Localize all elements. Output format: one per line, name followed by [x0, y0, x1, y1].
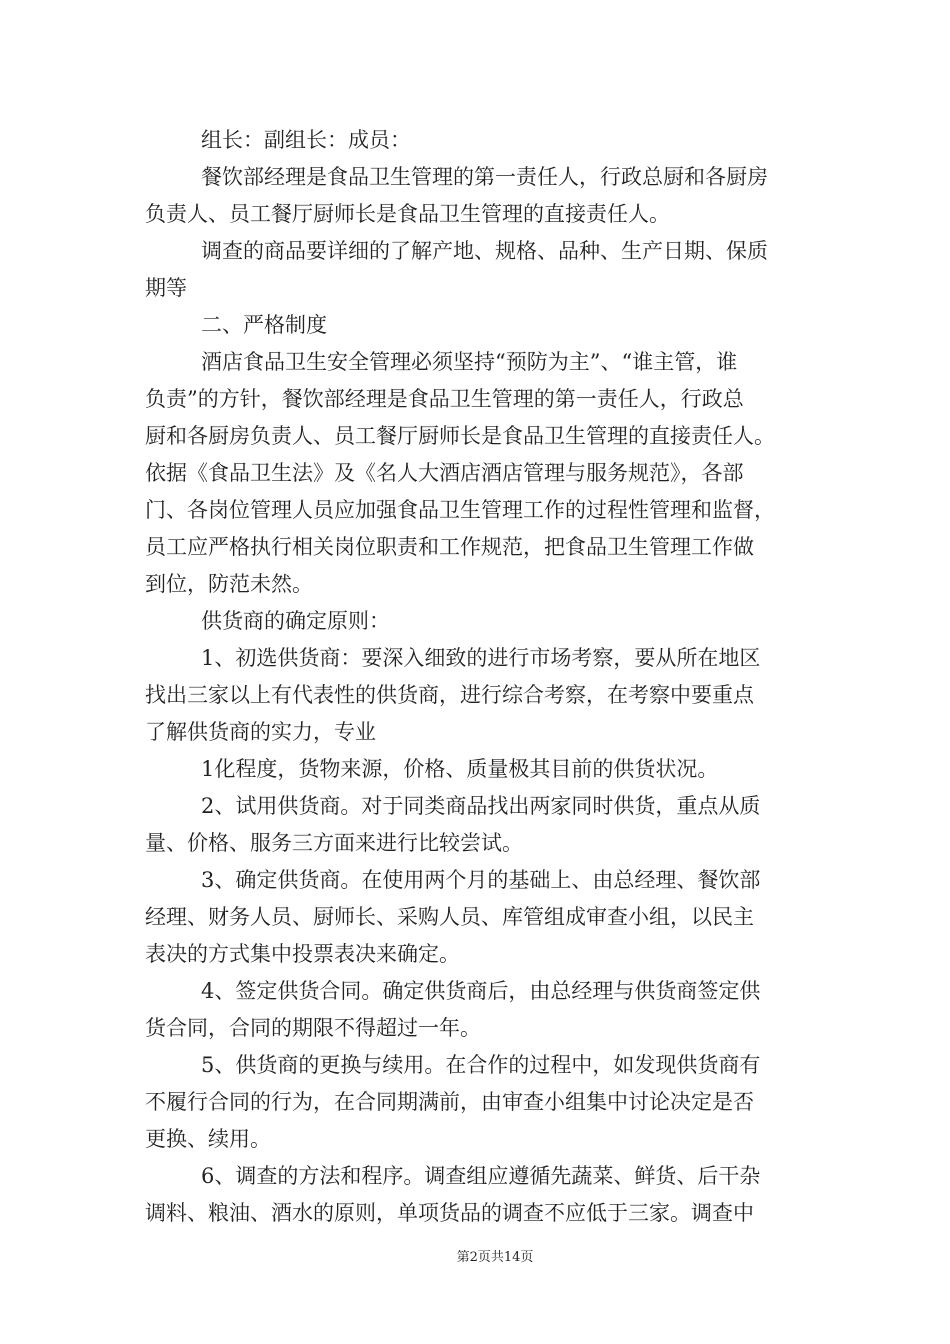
text-line: 找出三家以上有代表性的供货商，进行综合考察，在考察中要重点 [145, 683, 754, 707]
text-line: 5、供货商的更换与续用。在合作的过程中，如发现供货商有 [201, 1053, 761, 1077]
text-line: 门、各岗位管理人员应加强食品卫生管理工作的过程性管理和监督， [145, 498, 775, 522]
text-line: 依据《食品卫生法》及《名人大酒店酒店管理与服务规范》，各部 [145, 461, 744, 485]
text-line: 组长：副组长：成员： [201, 128, 411, 152]
text-line: 期等 [145, 276, 187, 300]
text-line: 供货商的确定原则： [201, 609, 390, 633]
page-number: 第2页共14页 [456, 1250, 534, 1265]
text-line: 负责人、员工餐厅厨师长是食品卫生管理的直接责任人。 [145, 202, 670, 226]
text-line: 4、签定供货合同。确定供货商后，由总经理与供货商签定供 [201, 979, 761, 1003]
text-line: 不履行合同的行为，在合同期满前，由审查小组集中讨论决定是否 [145, 1090, 754, 1114]
text-line: 调查的商品要详细的了解产地、规格、品种、生产日期、保质 [201, 239, 768, 263]
text-line: 厨和各厨房负责人、员工餐厅厨师长是食品卫生管理的直接责任人。 [145, 424, 775, 448]
text-line: 负责”的方针，餐饮部经理是食品卫生管理的第一责任人，行政总 [145, 387, 744, 411]
text-line: 二、严格制度 [201, 313, 327, 337]
text-line: 餐饮部经理是食品卫生管理的第一责任人，行政总厨和各厨房 [201, 165, 768, 189]
page-footer [0, 1246, 950, 1265]
text-line: 6、调查的方法和程序。调查组应遵循先蔬菜、鲜货、后干杂 [201, 1164, 761, 1188]
document-body [145, 122, 815, 1232]
text-line: 更换、续用。 [145, 1127, 271, 1151]
text-line: 表决的方式集中投票表决来确定。 [145, 942, 460, 966]
text-line: 酒店食品卫生安全管理必须坚持“预防为主”、“谁主管，谁 [201, 350, 738, 374]
text-line: 2、试用供货商。对于同类商品找出两家同时供货，重点从质 [201, 794, 761, 818]
text-line: 员工应严格执行相关岗位职责和工作规范，把食品卫生管理工作做 [145, 535, 754, 559]
text-line: 调料、粮油、酒水的原则，单项货品的调查不应低于三家。调查中 [145, 1201, 754, 1225]
text-line: 量、价格、服务三方面来进行比较尝试。 [145, 831, 523, 855]
text-line: 到位，防范未然。 [145, 572, 313, 596]
text-line: 3、确定供货商。在使用两个月的基础上、由总经理、餐饮部 [201, 868, 761, 892]
text-line: 经理、财务人员、厨师长、采购人员、库管组成审查小组，以民主 [145, 905, 754, 929]
text-line: 了解供货商的实力，专业 [145, 720, 376, 744]
text-line: 1化程度，货物来源，价格、质量极其目前的供货状况。 [201, 757, 719, 781]
text-line: 货合同，合同的期限不得超过一年。 [145, 1016, 481, 1040]
text-line: 1、初选供货商：要深入细致的进行市场考察，要从所在地区 [201, 646, 761, 670]
